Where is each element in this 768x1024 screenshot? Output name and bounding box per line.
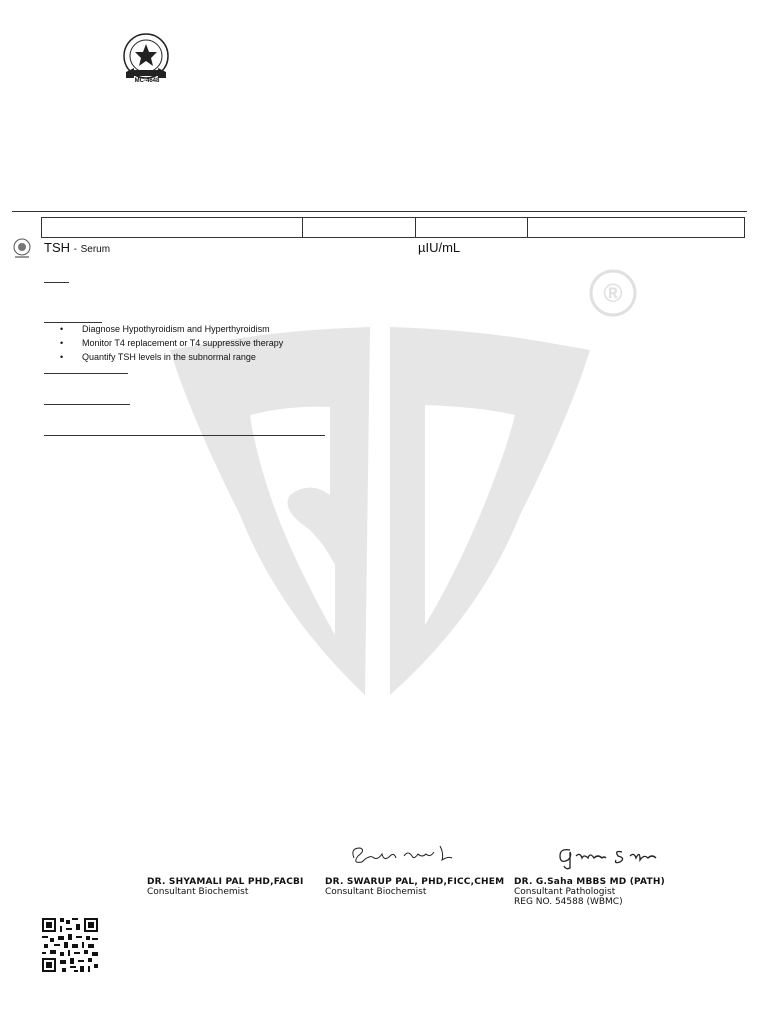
signatory-3 <box>514 877 665 907</box>
signatory-name: DR. SWARUP PAL, PHD,FICC,CHEM <box>325 877 505 887</box>
registered-mark-text: ® <box>603 278 623 308</box>
list-item: • Monitor T4 replacement or T4 suppressive therapy <box>60 336 283 350</box>
section-underline <box>44 404 130 405</box>
signatory-2 <box>325 877 504 897</box>
signatory-reg: REG NO. 54588 (WBMC) <box>514 897 623 907</box>
header-col-reference <box>528 218 744 237</box>
header-col-test <box>42 218 303 237</box>
test-separator: - <box>73 244 77 255</box>
signature-gautam-saha <box>556 842 664 870</box>
signature-swarup-pal <box>348 840 458 870</box>
qr-code-icon[interactable] <box>42 918 98 972</box>
uses-list <box>60 322 283 364</box>
signatory-name: DR. SHYAMALI PAL PHD,FACBI <box>147 877 304 887</box>
section-underline <box>44 282 69 283</box>
test-unit: µIU/mL <box>418 240 461 255</box>
header-col-unit <box>416 218 528 237</box>
header-divider <box>12 211 747 212</box>
test-name <box>44 240 110 255</box>
signatory-role: Consultant Pathologist <box>514 887 616 897</box>
signatory-role: Consultant Biochemist <box>147 887 249 897</box>
header-col-result <box>303 218 416 237</box>
signatory-1 <box>147 877 304 897</box>
signatory-name: DR. G.Saha MBBS MD (PATH) <box>514 877 665 887</box>
small-seal-icon <box>12 238 32 260</box>
specimen-type: Serum <box>80 244 111 255</box>
signatory-role: Consultant Biochemist <box>325 887 427 897</box>
section-underline <box>44 435 325 436</box>
results-table-header <box>41 217 745 238</box>
test-name-label: TSH <box>44 240 70 255</box>
accreditation-code: MC-4648 <box>134 78 160 84</box>
list-item: • Quantify TSH levels in the subnormal range <box>60 350 283 364</box>
section-underline <box>44 373 128 374</box>
list-item: • Diagnose Hypothyroidism and Hyperthyroidism <box>60 322 283 336</box>
